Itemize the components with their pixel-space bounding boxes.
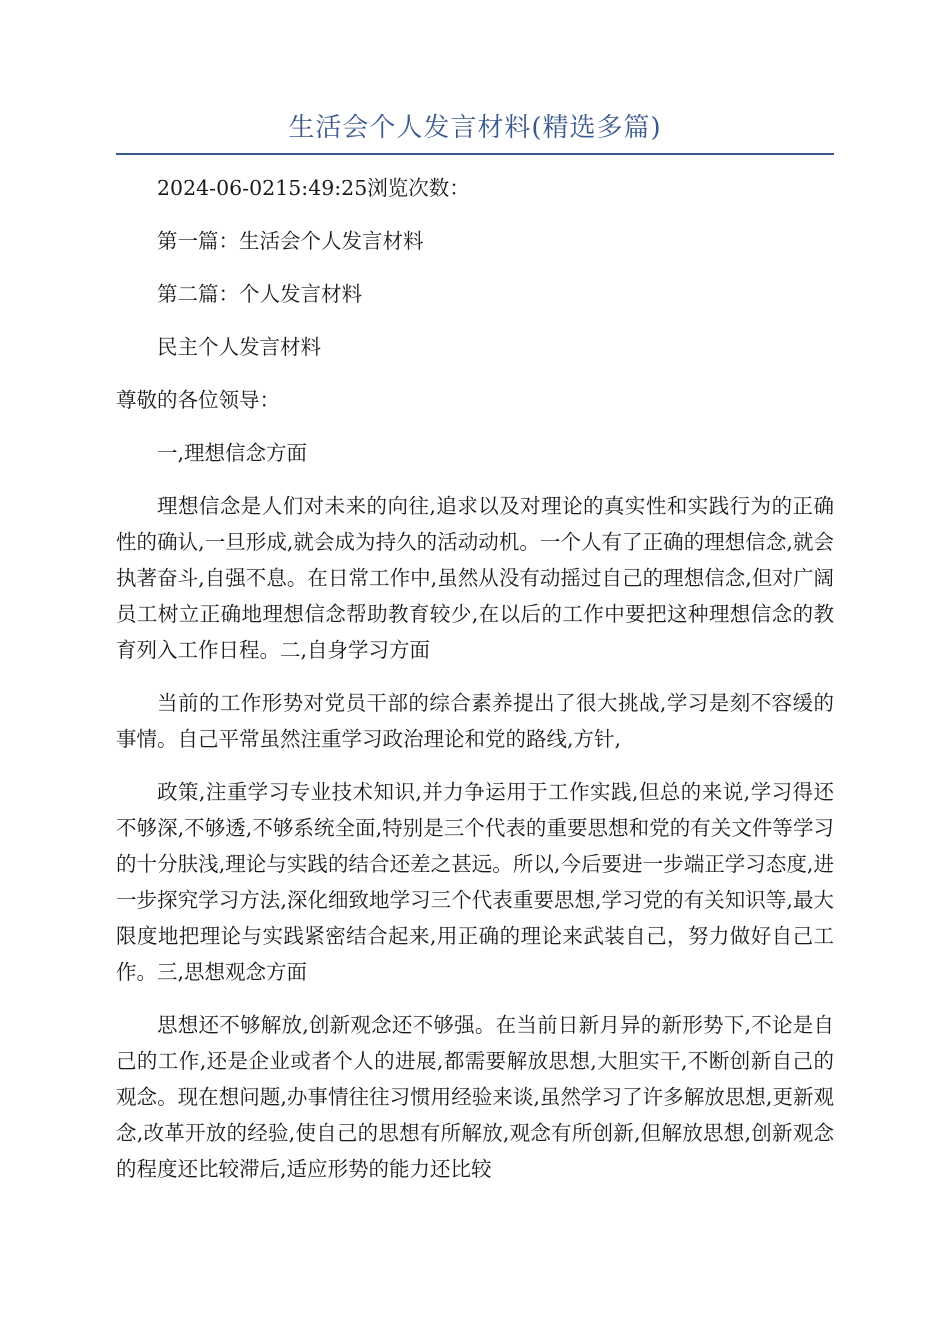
title-underline	[116, 153, 834, 155]
paragraph: 思想还不够解放,创新观念还不够强。在当前日新月异的新形势下,不论是自己的工作,还是企业或者个人的进展,都需要解放思想,大胆实干,不断创新自己的观念。现在想问题,办事情往往习惯用经验来谈,虽然学习了许多解放思想,更新观念,改革开放的经验,使自己的思想有所解放,观念有所创新,但解放思想,创新观念的程度还比较滞后,适应形势的能力还比较	[116, 1013, 834, 1181]
paragraph: 当前的工作形势对党员干部的综合素养提出了很大挑战,学习是刻不容缓的事情。自己平常虽然注重学习政治理论和党的路线,方针,	[116, 691, 834, 751]
paragraph: 政策,注重学习专业技术知识,并力争运用于工作实践,但总的来说,学习得还不够深,不够透,不够系统全面,特别是三个代表的重要思想和党的有关文件等学习的十分肤浅,理论与实践的结合还差之甚远。所以,今后要进一步端正学习态度,进一步探究学习方法,深化细致地学习三个代表重要思想,学习党的有关知识等,最大限度地把理论与实践紧密结合起来,用正确的理论来武装自己，努力做好自己工作。三,思想观念方面	[116, 780, 834, 984]
paragraph: 理想信念是人们对未来的向往,追求以及对理论的真实性和实践行为的正确性的确认,一旦形成,就会成为持久的活动动机。一个人有了正确的理想信念,就会执著奋斗,自强不息。在日常工作中,虽然从没有动摇过自己的理想信念,但对广阔员工树立正确地理想信念帮助教育较少,在以后的工作中要把这种理想信念的教育列入工作日程。二,自身学习方面	[116, 494, 834, 662]
document-body	[116, 170, 834, 1204]
salutation: 尊敬的各位领导：	[116, 388, 280, 412]
document-title: 生活会个人发言材料(精选多篇)	[288, 113, 662, 143]
subtitle: 民主个人发言材料	[157, 335, 321, 359]
section-heading-1: 一,理想信念方面	[157, 441, 308, 465]
chapter-heading-2: 第二篇：个人发言材料	[157, 282, 362, 306]
chapter-heading-1: 第一篇：生活会个人发言材料	[157, 229, 424, 253]
meta-line: 2024-06-0215:49:25浏览次数：	[157, 176, 470, 200]
